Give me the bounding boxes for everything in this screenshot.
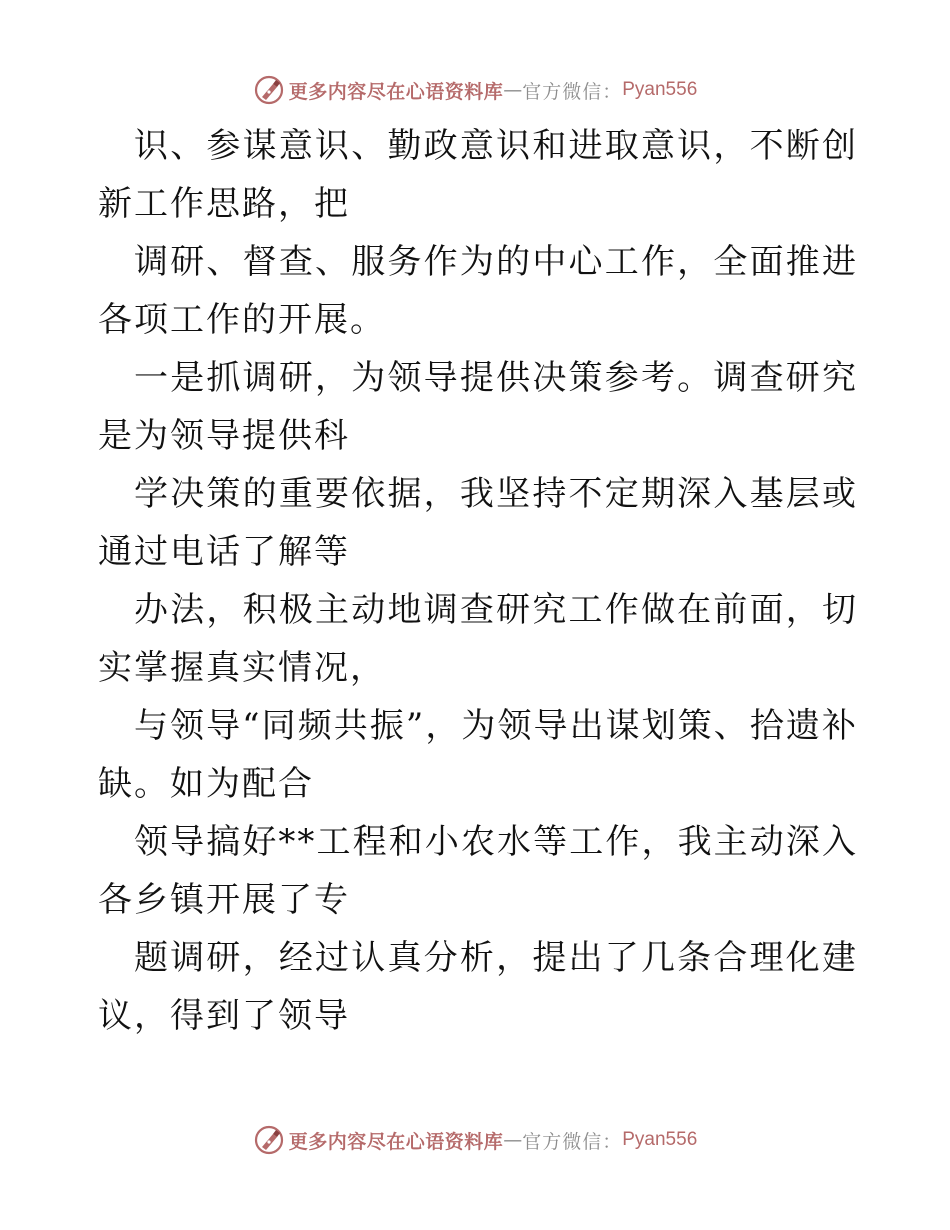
banner-wechat-id: Pyan556: [622, 79, 698, 100]
banner-text: 更多内容尽在心语资料库: [288, 80, 504, 103]
banner-wechat-label: 官方微信：: [522, 1130, 623, 1153]
pen-nib-logo-icon: [253, 74, 285, 106]
pen-nib-logo-icon: [253, 1124, 285, 1156]
paragraph: 学决策的重要依据，我坚持不定期深入基层或通过电话了解等: [98, 474, 858, 572]
paragraph: 与领导“同频共振”，为领导出谋划策、拾遗补缺。如为配合: [98, 706, 858, 804]
paragraph: 办法，积极主动地调查研究工作做在前面，切实掌握真实情况，: [98, 590, 858, 688]
paragraph: 一是抓调研，为领导提供决策参考。调查研究是为领导提供科: [98, 358, 858, 456]
document-body: [98, 117, 858, 1045]
paragraph: 题调研，经过认真分析，提出了几条合理化建议，得到了领导: [98, 938, 858, 1036]
footer-banner: [0, 1120, 950, 1160]
banner-text: 更多内容尽在心语资料库: [288, 1130, 504, 1153]
banner-separator: —: [503, 79, 523, 101]
paragraph: 调研、督查、服务作为的中心工作，全面推进各项工作的开展。: [98, 242, 858, 340]
paragraph: 识、参谋意识、勤政意识和进取意识，不断创新工作思路，把: [98, 126, 858, 224]
paragraph: 领导搞好**工程和小农水等工作，我主动深入各乡镇开展了专: [98, 822, 858, 920]
header-banner: [0, 70, 950, 110]
banner-wechat-label: 官方微信：: [522, 80, 623, 103]
banner-wechat-id: Pyan556: [622, 1129, 698, 1150]
banner-separator: —: [503, 1129, 523, 1151]
